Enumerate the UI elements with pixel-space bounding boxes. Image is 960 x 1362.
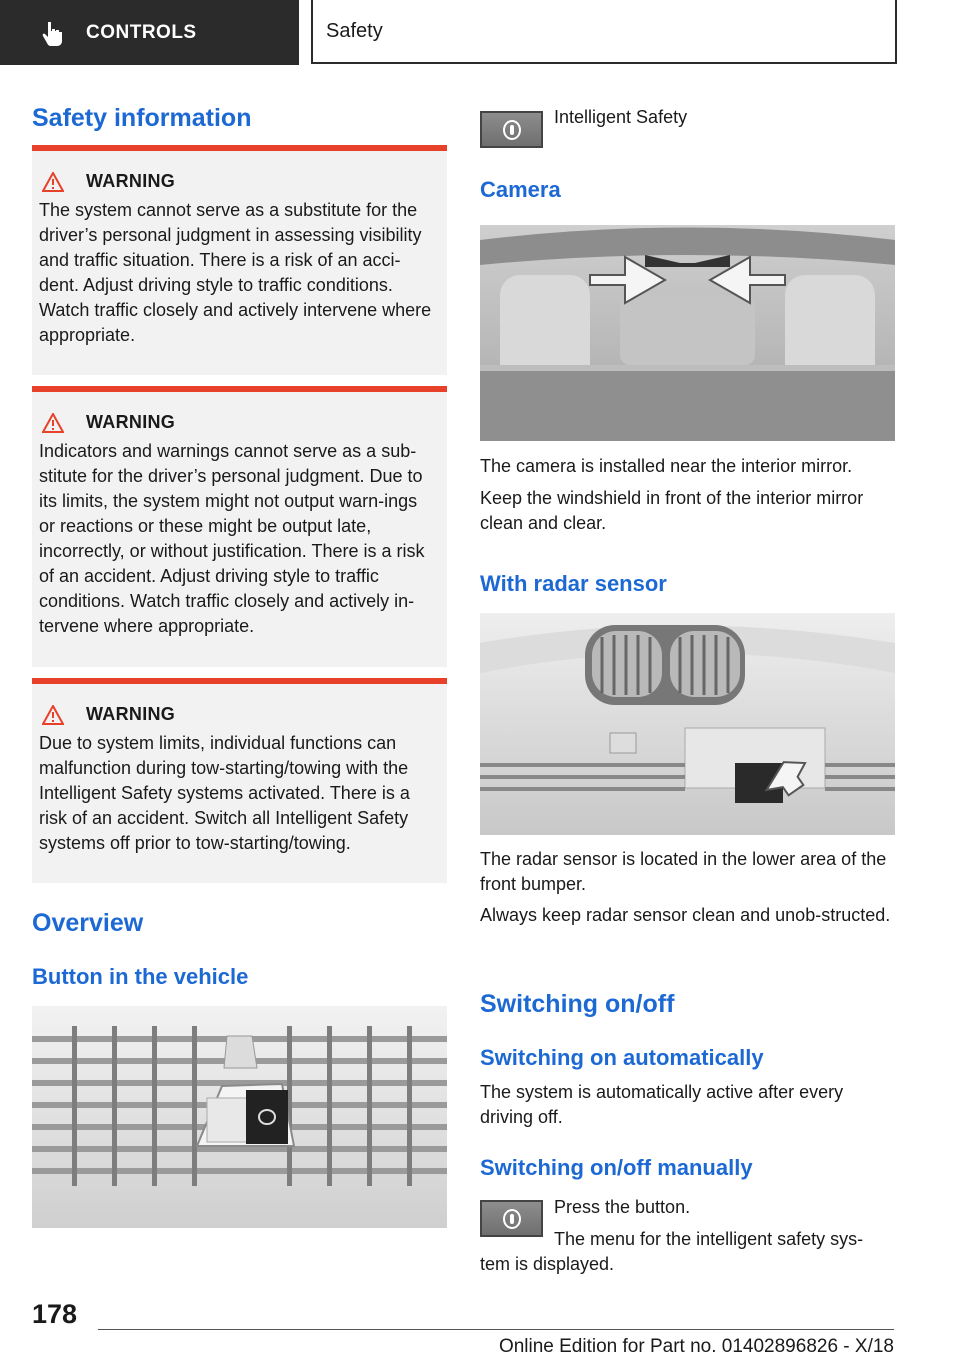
chapter-label: Safety <box>326 19 383 42</box>
radar-text-2: Always keep radar sensor clean and unob-structed. <box>480 905 891 925</box>
warning-box-2 <box>32 386 447 667</box>
warning-box-1 <box>32 145 447 375</box>
button-caption: Intelligent Safety <box>554 107 688 127</box>
camera-location-image <box>480 225 895 441</box>
section-label: CONTROLS <box>86 21 197 43</box>
warning-label: WARNING <box>86 171 176 191</box>
switching-on-off-heading: Switching on/off <box>480 990 675 1018</box>
button-in-vehicle-image <box>32 1006 447 1228</box>
radar-heading: With radar sensor <box>480 571 667 596</box>
radar-sensor-image <box>480 613 895 835</box>
overview-heading: Overview <box>32 909 144 937</box>
intelligent-safety-button-icon <box>480 111 543 148</box>
manual-text-3: tem is displayed. <box>480 1254 615 1274</box>
footer-rule <box>98 1329 894 1330</box>
page-number: 178 <box>32 1299 78 1329</box>
switching-on-automatically-heading: Switching on automatically <box>480 1045 764 1070</box>
button-in-vehicle-heading: Button in the vehicle <box>32 964 249 989</box>
camera-heading: Camera <box>480 177 561 202</box>
radar-text-1: The radar sensor is located in the lower area of the front bumper. <box>480 849 887 894</box>
switching-on-off-manually-heading: Switching on/off manually <box>480 1155 753 1180</box>
warning-triangle-icon <box>42 172 64 192</box>
camera-text-1: The camera is installed near the interior mirror. <box>480 456 853 476</box>
warning-triangle-icon <box>42 705 64 725</box>
warning-triangle-icon <box>42 413 64 433</box>
camera-text-2: Keep the windshield in front of the interior mirror clean and clear. <box>480 488 864 533</box>
warning-text: Due to system limits, individual functions can malfunction during tow-starting/towing with the Intelligent Safety systems activated. There is a risk of an accident. Switch all Intelligent Safety systems off prior to tow-starting/towing. <box>39 733 410 853</box>
intelligent-safety-button-icon-2 <box>480 1200 543 1237</box>
warning-text: The system cannot serve as a substitute for the driver’s personal judgment in assessing visibility and traffic situation. There is a risk of an acci-dent. Adjust driving style to traffic conditions. Watch traffic closely and actively intervene where appropriate. <box>39 200 432 345</box>
warning-box-3 <box>32 678 447 883</box>
edition-text: Online Edition for Part no. 01402896826 - X/18 <box>498 1336 894 1357</box>
auto-text: The system is automatically active after every driving off. <box>480 1082 844 1127</box>
manual-text-2: The menu for the intelligent safety sys- <box>554 1229 864 1249</box>
manual-text-1: Press the button. <box>554 1197 691 1217</box>
pointing-hand-icon <box>38 19 66 47</box>
chapter-tab <box>311 0 897 64</box>
section-tab <box>0 0 299 65</box>
safety-information-heading: Safety information <box>32 104 252 132</box>
warning-text: Indicators and warnings cannot serve as a sub-stitute for the driver’s personal judgment. Due to its limits, the system might not output warn-ings or reactions or these might be output late, incorrectly, or without justification. There is a risk of an accident. Adjust driving style to traffic conditions. Watch traffic closely and actively in-tervene where appropriate. <box>39 441 425 636</box>
warning-label: WARNING <box>86 704 176 724</box>
warning-label: WARNING <box>86 412 176 432</box>
